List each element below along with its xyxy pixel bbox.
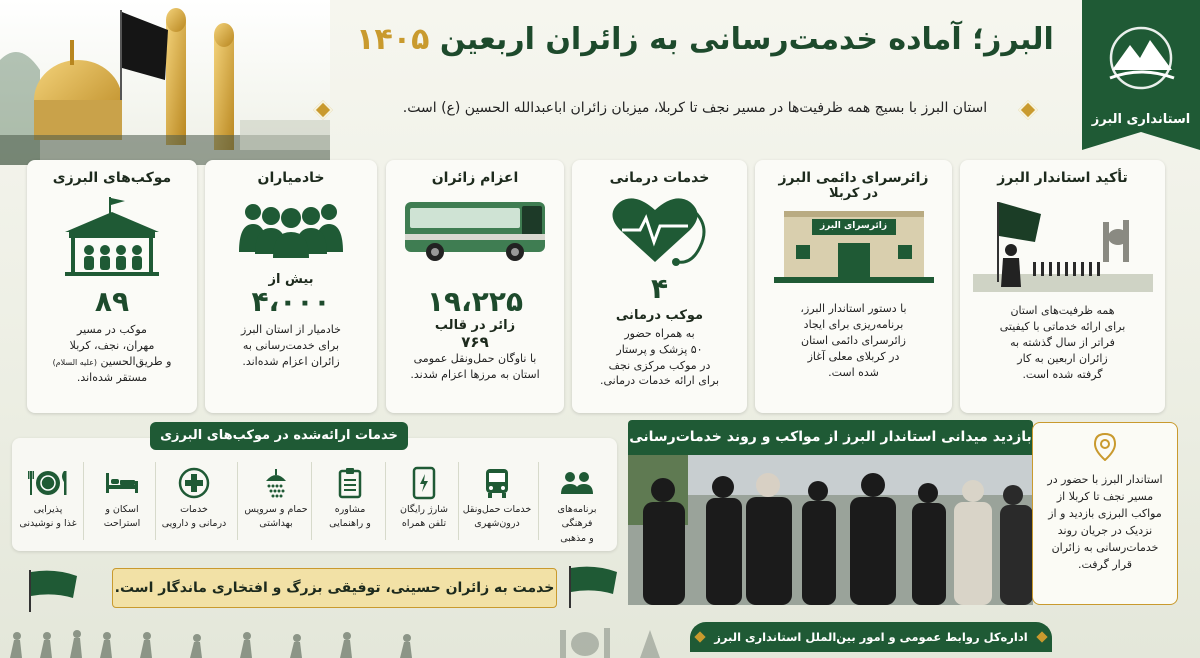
service-label: درون‌شهری	[474, 518, 520, 530]
service-label: خدمات	[180, 504, 208, 515]
card-title: تأکید استاندار البرز	[997, 170, 1128, 186]
service-label: تلفن همراه	[401, 518, 447, 530]
service-label: بهداشتی	[259, 518, 293, 530]
dispatch-text: با ناوگان حمل‌ونقل عمومی	[413, 351, 537, 365]
tent-icon	[57, 192, 167, 282]
card-hostel	[755, 160, 952, 413]
card-servants	[205, 160, 377, 413]
mountain-logo-icon	[1082, 0, 1200, 110]
mokeb-text: مستقر شده‌اند.	[76, 370, 148, 384]
medical-count: ۴	[650, 272, 669, 305]
card-medical	[572, 160, 747, 413]
service-label: درمانی و دارویی	[161, 518, 227, 530]
servants-count: ۴،۰۰۰	[251, 285, 331, 318]
service-item	[541, 463, 613, 546]
medical-text: در موکب مرکزی نجف	[608, 358, 711, 372]
servants-text: خادمیار از استان البرز	[241, 322, 341, 336]
governor-quote: برای ارائه خدماتی با کیفیتی	[999, 319, 1126, 333]
bed-icon	[104, 471, 140, 495]
mokeb-text: و طریق‌الحسین	[100, 354, 172, 368]
service-label: اسکان و	[105, 504, 139, 515]
governor-quote: همه ظرفیت‌های استان	[1010, 304, 1115, 317]
mokeb-note: (علیه السلام)	[52, 357, 98, 367]
service-item	[12, 463, 84, 532]
governor-quote: گرفته شده است.	[1022, 367, 1103, 381]
clipboard-icon	[338, 467, 362, 499]
hostel-text: شده است.	[828, 365, 879, 379]
mokeb-text: مهران، نجف، کربلا	[69, 338, 155, 352]
card-title: اعزام زائران	[431, 170, 519, 186]
visit-title: بازدید میدانی استاندار البرز از مواکب و روند خدمات‌رسانی	[628, 420, 1033, 455]
logo-text: استانداری البرز	[1091, 112, 1191, 127]
card-title: موکب‌های البرزی	[52, 170, 172, 186]
building-icon	[774, 205, 934, 285]
bus-count: ۷۶۹	[461, 332, 489, 351]
heart-stethoscope-icon	[600, 192, 720, 272]
dispatch-text: زائر در قالب	[434, 317, 516, 333]
hostel-sign: زائرسرای البرز	[819, 221, 888, 231]
card-subtitle: در کربلا	[828, 186, 879, 201]
phone-charge-icon	[412, 466, 436, 500]
footer-credit	[690, 622, 1052, 652]
divider	[237, 462, 238, 540]
card-title: خادمیاران	[257, 170, 325, 186]
servants-text: زائران اعزام شده‌اند.	[242, 354, 340, 368]
service-item	[461, 463, 533, 532]
card-title: زائرسرای دائمی البرز	[778, 170, 929, 186]
flag-icon	[25, 570, 85, 612]
service-item	[86, 463, 158, 532]
mokeb-count: ۸۹	[94, 285, 130, 318]
shrine-illustration	[0, 0, 330, 165]
medical-text: برای ارائه خدمات درمانی.	[599, 374, 720, 388]
hostel-text: زائرسرای دائمی استان	[800, 333, 906, 347]
page-title	[345, 22, 1065, 57]
slogan-banner: خدمت به زائران حسینی، توفیقی بزرگ و افتخاری ماندگار است.	[112, 568, 557, 608]
footer-text: اداره‌کل روابط عمومی و امور بین‌الملل استانداری البرز	[714, 630, 1028, 644]
service-item	[158, 463, 230, 532]
medical-cross-icon	[178, 467, 210, 499]
service-item	[388, 463, 460, 532]
visit-text: استاندار البرز با حضور در مسیر نجف تا کربلا از مواکب البرزی بازدید و از نزدیک در جریان روند خدمات‌رسانی به زائران قرار گرفت.	[1047, 473, 1163, 572]
title-main: البرز؛ آماده خدمت‌رسانی به زائران اربعین	[439, 22, 1054, 57]
service-label: مشاوره	[334, 504, 366, 515]
service-label: حمام و سرویس	[244, 504, 308, 515]
province-logo	[1082, 0, 1200, 150]
services-title: خدمات ارائه‌شده در موکب‌های البرزی	[150, 422, 408, 450]
service-label: پذیرایی	[33, 504, 63, 515]
service-label: و راهنمایی	[329, 518, 371, 530]
title-year: ۱۴۰۵	[356, 22, 430, 57]
card-governor	[960, 160, 1165, 413]
shower-icon	[261, 467, 291, 499]
service-label: شارژ رایگان	[399, 504, 449, 515]
diamond-ornament-icon	[695, 631, 706, 642]
dispatch-text: استان به مرزها اعزام شدند.	[410, 367, 540, 381]
pilgrims-silhouette	[0, 610, 690, 658]
governor-quote: فراتر از سال گذشته به	[1010, 335, 1115, 349]
service-label: خدمات حمل‌ونقل	[462, 504, 532, 515]
service-item	[240, 463, 312, 532]
hostel-text: برنامه‌ریزی برای ایجاد	[803, 317, 904, 331]
card-title: خدمات درمانی	[609, 170, 710, 186]
bus-icon	[484, 467, 510, 499]
flag-bearer-icon	[973, 192, 1153, 292]
service-label: و مذهبی	[560, 532, 594, 544]
hostel-text: در کربلای معلی آغاز	[807, 349, 900, 363]
divider	[538, 462, 539, 540]
hostel-text: با دستور استاندار البرز،	[800, 302, 907, 315]
card-mokeb	[27, 160, 197, 413]
people-icon	[560, 470, 594, 496]
service-item	[314, 463, 386, 532]
diamond-ornament-icon	[1036, 631, 1047, 642]
group-people-icon	[231, 192, 351, 262]
pilgrims-count: ۱۹،۲۲۵	[426, 285, 524, 318]
service-label: غذا و نوشیدنی	[19, 518, 77, 530]
servants-prefix: بیش از	[268, 272, 314, 287]
mokeb-text: موکب در مسیر	[77, 322, 147, 336]
dining-icon	[26, 468, 70, 498]
servants-text: برای خدمت‌رسانی به	[242, 338, 340, 352]
card-dispatch	[386, 160, 564, 413]
page-subtitle: استان البرز با بسیج همه ظرفیت‌ها در مسیر نجف تا کربلا، میزبان زائران اباعبدالله الحسین (ع) است.	[402, 100, 988, 116]
governor-quote: زائران اربعین به کار	[1017, 351, 1108, 365]
service-label: استراحت	[103, 518, 141, 530]
visit-text-box	[1032, 422, 1178, 605]
medical-text: موکب درمانی	[615, 307, 704, 323]
flag-icon	[565, 566, 625, 608]
bus-icon	[400, 192, 550, 267]
visit-photo	[628, 455, 1033, 605]
medical-text: ۵۰ پزشک و پرستار	[616, 342, 703, 356]
service-label: برنامه‌های فرهنگی	[557, 504, 597, 530]
medical-text: به همراه حضور	[624, 326, 695, 340]
location-pin-icon	[1094, 433, 1116, 461]
